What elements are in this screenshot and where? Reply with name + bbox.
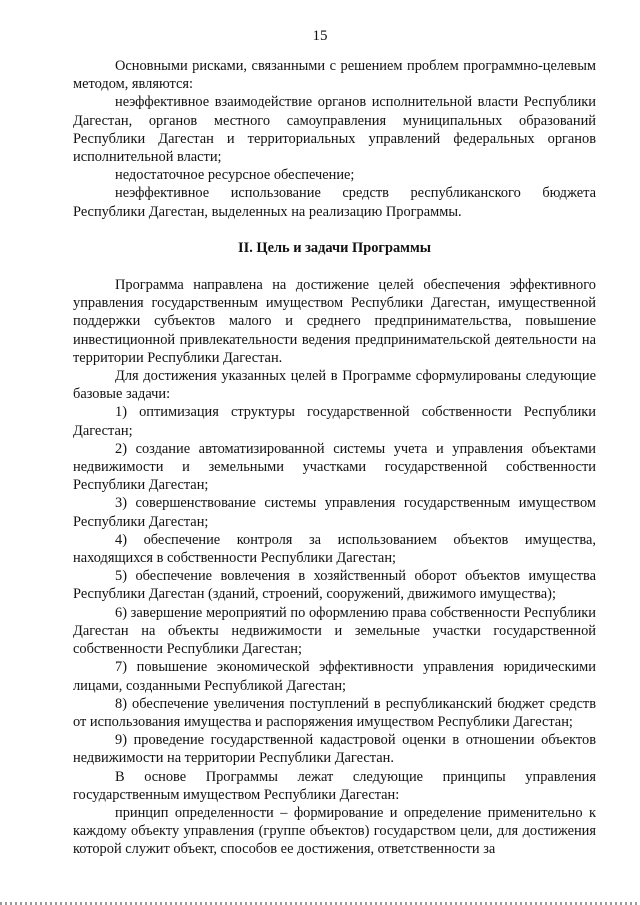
paragraph: Основными рисками, связанными с решением проблем программно-целевым методом, являются: — [73, 58, 596, 93]
list-item: 4) обеспечение контроля за использованием объектов имущества, находящихся в собственности Республики Дагестан; — [73, 531, 596, 567]
list-item: 3) совершенствование системы управления государственным имуществом Республики Дагестан; — [73, 495, 596, 530]
paragraph: Программа направлена на достижение целей обеспечения эффективного управления государственным имуществом Республики Дагестан, имущественной поддержки субъектов малого и среднего предпринимательства, повышение инвестиционной привлекательности ведения предпринимательской деятельности на территории Республики Дагестан. — [73, 277, 596, 366]
paragraph: неэффективное взаимодействие органов исполнительной власти Республики Дагестан, органов местного самоуправления муниципальных образований Республики Дагестан и территориальных управлений федеральных органов исполнительной власти; — [73, 94, 596, 166]
list-item: 9) проведение государственной кадастровой оценки в отношении объектов недвижимости на территории Республики Дагестан. — [73, 732, 596, 767]
list-item: 1) оптимизация структуры государственной собственности Республики Дагестан; — [73, 404, 596, 439]
page-content — [73, 57, 596, 859]
list-item: 7) повышение экономической эффективности управления юридическими лицами, созданными Республикой Дагестан; — [73, 659, 596, 694]
list-item: 5) обеспечение вовлечения в хозяйственный оборот объектов имущества Республики Дагестан (зданий, строений, сооружений, движимого имущества); — [73, 568, 596, 603]
paragraph: В основе Программы лежат следующие принципы управления государственным имуществом Республики Дагестан: — [73, 768, 596, 803]
paragraph: принцип определенности – формирование и определение применительно к каждому объекту управления (группе объектов) государством цели, для достижения которой служит объект, способов ее достижения, ответственности за — [73, 804, 596, 858]
list-item: 2) создание автоматизированной системы учета и управления объектами недвижимости и земельными участками государственной собственности Республики Дагестан; — [73, 440, 596, 494]
paragraph: неэффективное использование средств республиканского бюджета Республики Дагестан, выделенных на реализацию Программы. — [73, 185, 596, 220]
paragraph: Для достижения указанных целей в Программе сформулированы следующие базовые задачи: — [73, 368, 596, 403]
list-item: 6) завершение мероприятий по оформлению права собственности Республики Дагестан на объекты недвижимости и земельные участки государственной собственности Республики Дагестан; — [73, 604, 596, 658]
list-item: 8) обеспечение увеличения поступлений в республиканский бюджет средств от использования имущества и распоряжения имуществом Республики Дагестан; — [73, 695, 596, 730]
paragraph: недостаточное ресурсное обеспечение; — [115, 167, 355, 184]
section-heading: II. Цель и задачи Программы — [238, 239, 431, 256]
page-number: 15 — [312, 28, 328, 44]
